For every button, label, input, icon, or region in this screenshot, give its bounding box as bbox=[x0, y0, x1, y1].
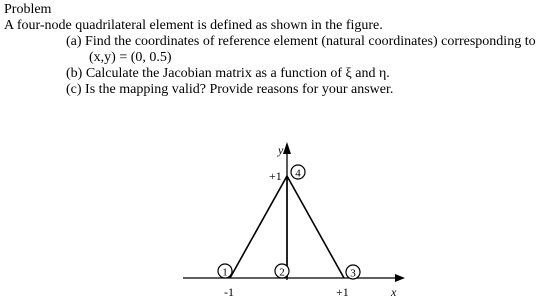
part-a-line2: (x,y) = (0, 0.5) bbox=[89, 50, 172, 65]
y-axis-arrow-icon bbox=[283, 142, 291, 154]
y-tick-plus-one: +1 bbox=[269, 169, 282, 183]
part-a-line1: (a) Find the coordinates of reference element (natural coordinates) corresponding to bbox=[66, 34, 536, 49]
node-4-label: 4 bbox=[295, 167, 301, 180]
part-c: (c) Is the mapping valid? Provide reasons for your answer. bbox=[66, 82, 394, 97]
node-3-label: 3 bbox=[350, 267, 356, 280]
y-axis-label: y bbox=[278, 143, 284, 157]
x-axis-label: x bbox=[391, 285, 397, 299]
x-axis-arrow-icon bbox=[395, 274, 405, 282]
element-edge-right bbox=[287, 176, 344, 278]
element-edge-left bbox=[230, 176, 287, 278]
part-b: (b) Calculate the Jacobian matrix as a function of ξ and η. bbox=[66, 66, 390, 81]
node-1-label: 1 bbox=[222, 266, 228, 279]
problem-heading: Problem bbox=[4, 2, 52, 17]
node-2-label: 2 bbox=[279, 266, 285, 279]
problem-intro: A four-node quadrilateral element is defined as shown in the figure. bbox=[4, 18, 383, 33]
x-tick-minus-one: -1 bbox=[224, 285, 234, 299]
x-tick-plus-one: +1 bbox=[336, 285, 349, 299]
